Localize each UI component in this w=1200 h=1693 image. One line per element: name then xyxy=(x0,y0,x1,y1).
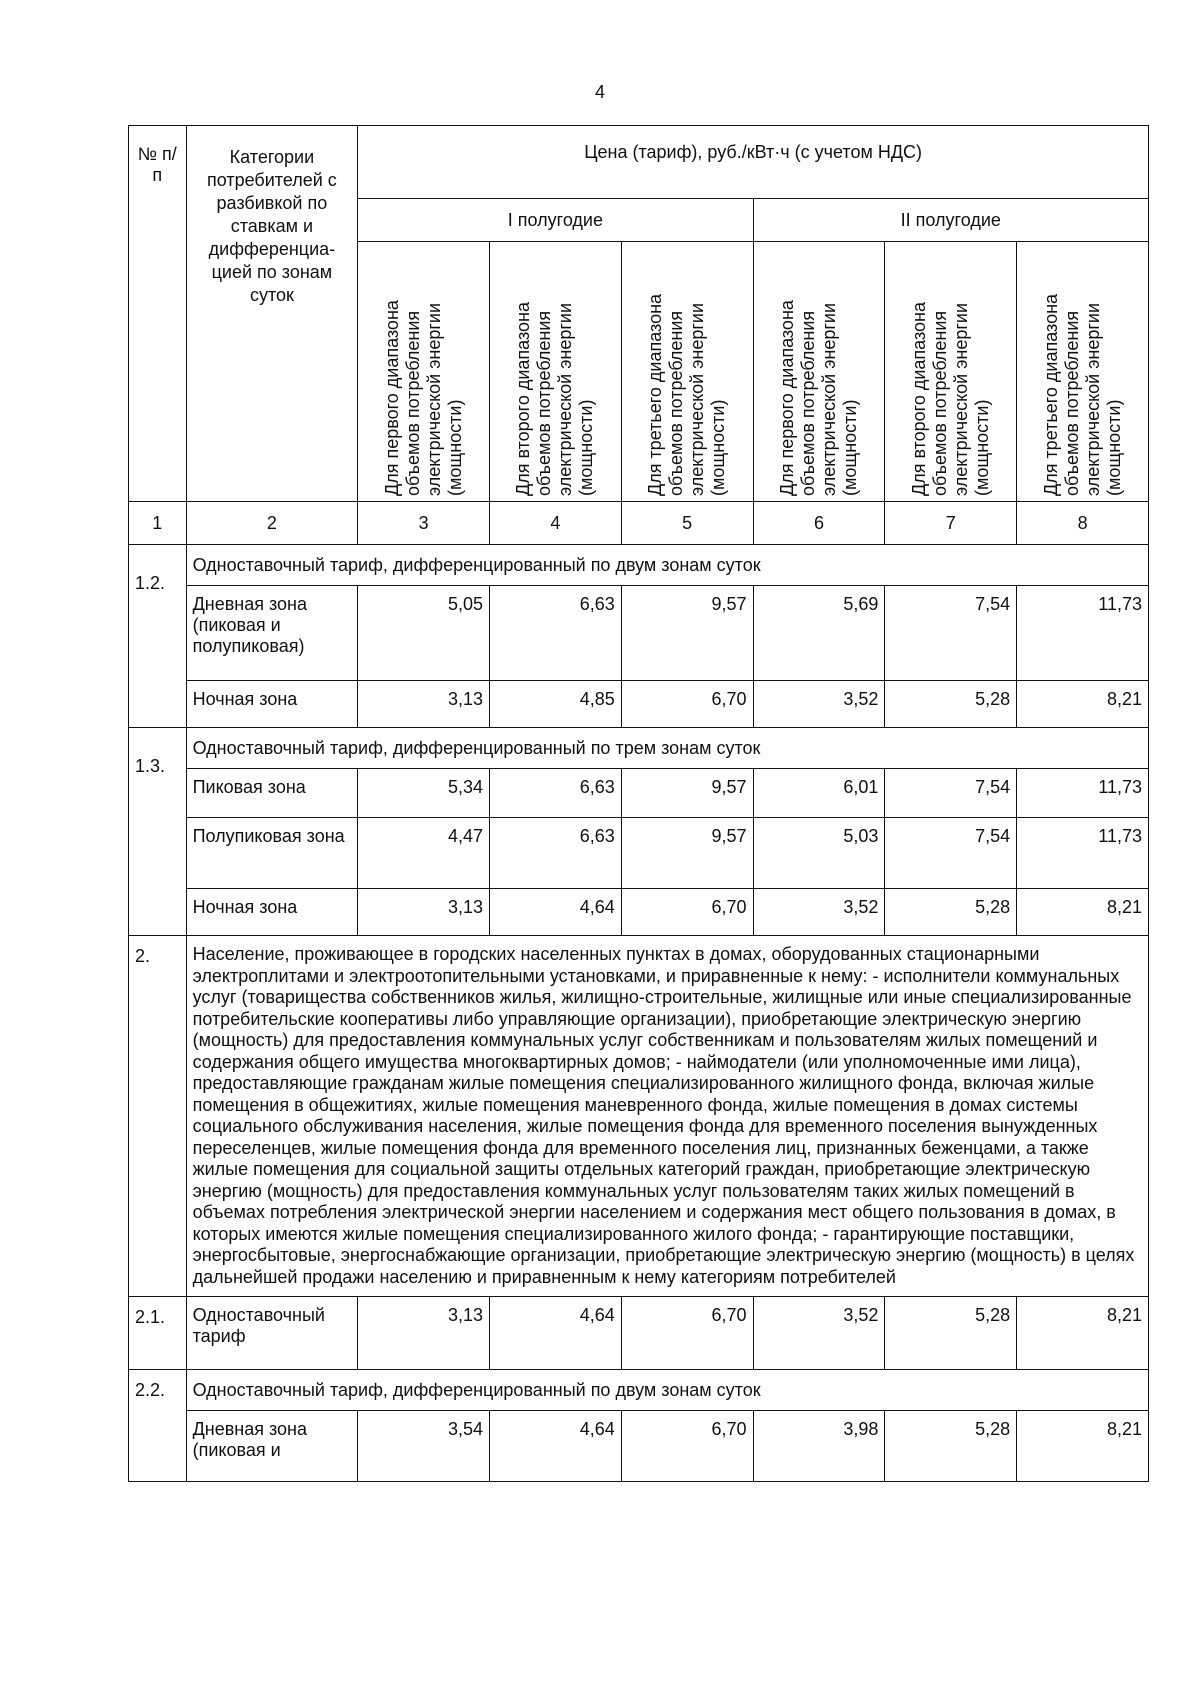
range-header-cell xyxy=(753,242,885,502)
row-label: Полупиковая зона xyxy=(186,818,358,889)
range-header-cell xyxy=(885,242,1017,502)
table-row xyxy=(129,586,1149,681)
column-number: 5 xyxy=(621,502,753,545)
tariff-value: 4,64 xyxy=(490,889,622,936)
tariff-value: 5,28 xyxy=(885,1411,1017,1482)
tariff-value: 3,98 xyxy=(753,1411,885,1482)
tariff-value: 11,73 xyxy=(1017,769,1149,818)
table-row xyxy=(129,889,1149,936)
column-number: 4 xyxy=(490,502,622,545)
tariff-value: 7,54 xyxy=(885,586,1017,681)
range-header: Для первого диапазона объемов потребления электрической энергии (мощности) xyxy=(776,300,860,496)
tariff-value: 8,21 xyxy=(1017,1411,1149,1482)
column-number-row xyxy=(129,502,1149,545)
range-header: Для второго диапазона объемов потребления электрической энергии (мощности) xyxy=(908,301,992,496)
table-row xyxy=(129,1411,1149,1482)
column-number: 8 xyxy=(1017,502,1149,545)
tariff-value: 8,21 xyxy=(1017,1297,1149,1370)
tariff-value: 6,63 xyxy=(490,818,622,889)
tariff-value: 6,70 xyxy=(621,1411,753,1482)
section-number: 1.3. xyxy=(129,728,187,936)
tariff-value: 3,13 xyxy=(358,681,490,728)
header-half-1: I полугодие xyxy=(358,199,753,242)
header-half-2: II полугодие xyxy=(753,199,1148,242)
tariff-value: 5,03 xyxy=(753,818,885,889)
section-row xyxy=(129,545,1149,586)
section-title: Одноставочный тариф, дифференцированный по двум зонам суток xyxy=(186,545,1148,586)
section-number: 2.1. xyxy=(129,1297,187,1370)
column-number: 7 xyxy=(885,502,1017,545)
tariff-value: 3,13 xyxy=(358,1297,490,1370)
range-header-cell xyxy=(1017,242,1149,502)
tariff-value: 5,28 xyxy=(885,1297,1017,1370)
table-row xyxy=(129,818,1149,889)
tariff-value: 7,54 xyxy=(885,769,1017,818)
section-row xyxy=(129,728,1149,769)
table-row xyxy=(129,769,1149,818)
tariff-value: 5,28 xyxy=(885,681,1017,728)
tariff-value: 6,70 xyxy=(621,889,753,936)
row-label: Дневная зона (пиковая и xyxy=(186,1411,358,1482)
tariff-value: 5,69 xyxy=(753,586,885,681)
tariff-value: 9,57 xyxy=(621,769,753,818)
row-label: Пиковая зона xyxy=(186,769,358,818)
tariff-value: 8,21 xyxy=(1017,681,1149,728)
tariff-value: 3,54 xyxy=(358,1411,490,1482)
row-label: Ночная зона xyxy=(186,889,358,936)
tariff-value: 9,57 xyxy=(621,818,753,889)
tariff-value: 5,34 xyxy=(358,769,490,818)
tariff-value: 6,63 xyxy=(490,769,622,818)
row-label: Дневная зона (пиковая и полупиковая) xyxy=(186,586,358,681)
range-header-cell xyxy=(621,242,753,502)
range-header: Для третьего диапазона объемов потребления электрической энергии (мощности) xyxy=(1040,293,1124,496)
table-row xyxy=(129,1297,1149,1370)
tariff-value: 3,13 xyxy=(358,889,490,936)
tariff-value: 4,64 xyxy=(490,1411,622,1482)
tariff-value: 5,28 xyxy=(885,889,1017,936)
section-row xyxy=(129,936,1149,1297)
section-number: 1.2. xyxy=(129,545,187,728)
row-label: Одноставочный тариф xyxy=(186,1297,358,1370)
column-number: 6 xyxy=(753,502,885,545)
tariff-value: 6,63 xyxy=(490,586,622,681)
section-number: 2. xyxy=(129,936,187,1297)
row-label: Ночная зона xyxy=(186,681,358,728)
range-header: Для первого диапазона объемов потребления электрической энергии (мощности) xyxy=(381,300,465,496)
column-number: 1 xyxy=(129,502,187,545)
range-header: Для третьего диапазона объемов потребления электрической энергии (мощности) xyxy=(645,293,729,496)
tariff-value: 4,47 xyxy=(358,818,490,889)
range-header: Для второго диапазона объемов потребления электрической энергии (мощности) xyxy=(513,301,597,496)
tariff-table xyxy=(128,125,1149,1482)
tariff-value: 8,21 xyxy=(1017,889,1149,936)
section-number: 2.2. xyxy=(129,1370,187,1482)
tariff-value: 11,73 xyxy=(1017,586,1149,681)
table-row xyxy=(129,681,1149,728)
tariff-value: 9,57 xyxy=(621,586,753,681)
tariff-value: 6,70 xyxy=(621,1297,753,1370)
tariff-value: 3,52 xyxy=(753,889,885,936)
range-header-cell xyxy=(358,242,490,502)
tariff-value: 3,52 xyxy=(753,1297,885,1370)
tariff-value: 3,52 xyxy=(753,681,885,728)
header-num: № п/п xyxy=(129,126,187,502)
range-header-cell xyxy=(490,242,622,502)
page-number: 4 xyxy=(594,82,605,102)
section-row xyxy=(129,1370,1149,1411)
section-title: Одноставочный тариф, дифференцированный по трем зонам суток xyxy=(186,728,1148,769)
section-description: Население, проживающее в городских населенных пунктах в домах, оборудованных стационарными электроплитами и электроотопительными установками, и приравненные к нему: - исполнители коммунальных услуг (товарищества собственников жилья, жилищно-строительные, жилищные или иные специализированные потребительские кооперативы либо управляющие организации), приобретающие электрическую энергию (мощность) для предоставления коммунальных услуг собственникам и пользователям жилых помещений и содержания общего имущества многоквартирных домов; - наймодатели (или уполномоченные ими лица), предоставляющие гражданам жилые помещения специализированного жилищного фонда, включая жилые помещения в общежитиях, жилые помещения маневренного фонда, жилые помещения в домах системы социального обслуживания населения, жилые помещения фонда для временного поселения вынужденных переселенцев, жилые помещения фонда для временного поселения лиц, признанных беженцами, а также жилые помещения для социальной защиты отдельных категорий граждан, приобретающие электрическую энергию (мощность) для предоставления коммунальных услуг пользователям таких жилых помещений в объемах потребления электрической энергии населением и содержания мест общего пользования в домах, в которых имеются жилые помещения специализированного жилого фонда; - гарантирующие поставщики, энергосбытовые, энергоснабжающие организации, приобретающие электрическую энергию (мощность) в целях дальнейшей продажи населению и приравненным к нему категориям потребителей xyxy=(186,936,1148,1297)
tariff-value: 11,73 xyxy=(1017,818,1149,889)
tariff-value: 7,54 xyxy=(885,818,1017,889)
tariff-value: 4,64 xyxy=(490,1297,622,1370)
header-price: Цена (тариф), руб./кВт·ч (с учетом НДС) xyxy=(358,126,1149,199)
header-category: Категории потребителей с разбивкой по ставкам и дифференциа-цией по зонам суток xyxy=(186,126,358,502)
tariff-value: 6,70 xyxy=(621,681,753,728)
tariff-value: 4,85 xyxy=(490,681,622,728)
tariff-value: 6,01 xyxy=(753,769,885,818)
column-number: 2 xyxy=(186,502,358,545)
section-title: Одноставочный тариф, дифференцированный по двум зонам суток xyxy=(186,1370,1148,1411)
tariff-value: 5,05 xyxy=(358,586,490,681)
column-number: 3 xyxy=(358,502,490,545)
